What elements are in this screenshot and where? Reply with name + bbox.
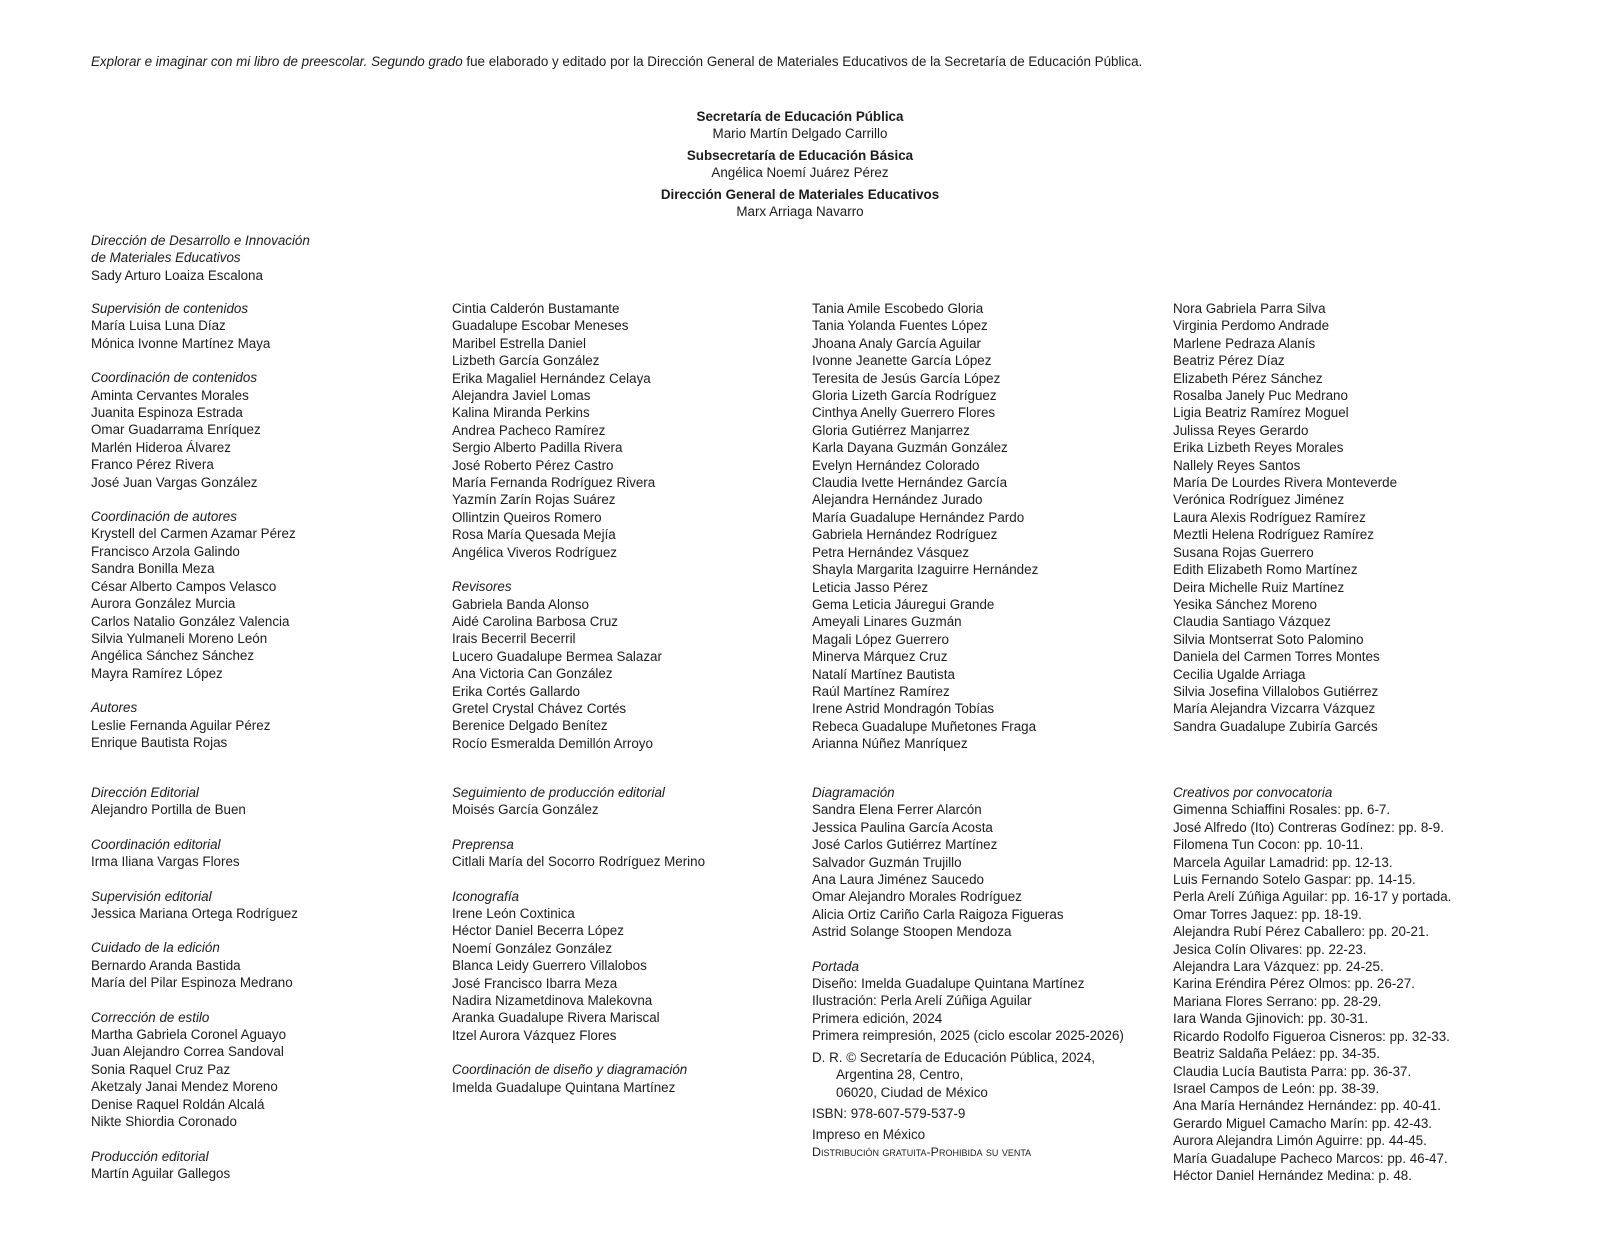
rights-line: D. R. © Secretaría de Educación Pública, 2024,	[812, 1049, 1096, 1065]
credit-name: Alejandro Portilla de Buen	[91, 802, 246, 818]
intro-rest: fue elaborado y editado por la Dirección General de Materiales Educativos de la Secretaría de Educación Pública.	[462, 54, 1143, 69]
credit-group	[812, 958, 1157, 1010]
section-title: Portada	[812, 958, 859, 974]
credit-name: Daniela del Carmen Torres Montes	[1173, 649, 1380, 665]
credit-name: Gema Leticia Jáuregui Grande	[812, 596, 995, 612]
credit-name: Claudia Ivette Hernández García	[812, 475, 1008, 491]
credit-name: Enrique Bautista Rojas	[91, 734, 228, 750]
credit-name: Sonia Raquel Cruz Paz	[91, 1061, 231, 1077]
credit-name: Mariana Flores Serrano: pp. 28-29.	[1173, 993, 1382, 1009]
credit-name: Kalina Miranda Perkins	[452, 405, 590, 421]
credit-name: Alejandra Lara Vázquez: pp. 24-25.	[1173, 959, 1384, 975]
section-title: Coordinación de autores	[91, 509, 237, 525]
credit-name: Beatriz Pérez Díaz	[1173, 353, 1285, 369]
credit-name: Mayra Ramírez López	[91, 665, 223, 681]
section-title: Cuidado de la edición	[91, 940, 220, 956]
section-title: Corrección de estilo	[91, 1009, 210, 1025]
distribution-notice: Distribución gratuita-Prohibida su venta	[812, 1144, 1032, 1159]
credit-name: Aranka Guadalupe Rivera Mariscal	[452, 1010, 660, 1026]
credit-name: Omar Guadarrama Enríquez	[91, 422, 261, 438]
credit-name: Alejandra Hernández Jurado	[812, 492, 983, 508]
section-title: de Materiales Educativos	[91, 250, 241, 266]
credit-name: Imelda Guadalupe Quintana Martínez	[452, 1079, 676, 1095]
credit-name: Ligia Beatriz Ramírez Moguel	[1173, 405, 1349, 421]
credit-name: Gabriela Banda Alonso	[452, 596, 589, 612]
credit-name: Guadalupe Escobar Meneses	[452, 318, 629, 334]
credit-name: Gerardo Miguel Camacho Marín: pp. 42-43.	[1173, 1115, 1433, 1131]
credit-name: Magali López Guerrero	[812, 631, 949, 647]
credit-name: Sady Arturo Loaiza Escalona	[91, 267, 263, 283]
column-1-upper	[91, 300, 436, 751]
section-title: Revisores	[452, 579, 512, 595]
column-3-upper	[812, 300, 1157, 753]
credit-name: José Carlos Gutiérrez Martínez	[812, 837, 998, 853]
credit-name: Martha Gabriela Coronel Aguayo	[91, 1027, 287, 1043]
credit-name: Moisés García González	[452, 802, 599, 818]
credit-name: Leslie Fernanda Aguilar Pérez	[91, 717, 271, 733]
credit-name: María Alejandra Vizcarra Vázquez	[1173, 701, 1376, 717]
credit-name: Sandra Guadalupe Zubiría Garcés	[1173, 718, 1378, 734]
credit-name: Aketzaly Janai Mendez Moreno	[91, 1079, 278, 1095]
credit-name: Shayla Margarita Izaguirre Hernández	[812, 562, 1039, 578]
authority-name: Angélica Noemí Juárez Pérez	[711, 165, 889, 181]
credit-name: Beatriz Saldaña Peláez: pp. 34-35.	[1173, 1046, 1380, 1062]
credit-name: Angélica Viveros Rodríguez	[452, 544, 617, 560]
authority-title: Secretaría de Educación Pública	[696, 109, 904, 124]
edition-line: Primera reimpresión, 2025 (ciclo escolar 2025-2026)	[812, 1028, 1124, 1044]
revisores-list	[452, 596, 797, 753]
credit-name: Irene León Coxtinica	[452, 906, 575, 922]
credit-name: Verónica Rodríguez Jiménez	[1173, 492, 1345, 508]
credit-name: Sandra Elena Ferrer Alarcón	[812, 802, 982, 818]
credit-name: Luis Fernando Sotelo Gaspar: pp. 14-15.	[1173, 872, 1416, 888]
credit-name: Irma Iliana Vargas Flores	[91, 854, 240, 870]
credit-name: Tania Yolanda Fuentes López	[812, 318, 988, 334]
column-2-lower	[452, 784, 797, 1096]
credit-name: Héctor Daniel Becerra López	[452, 923, 624, 939]
credit-name: Franco Pérez Rivera	[91, 457, 214, 473]
credit-name: Gabriela Hernández Rodríguez	[812, 527, 998, 543]
credit-name: Jhoana Analy García Aguilar	[812, 335, 981, 351]
credit-name: César Alberto Campos Velasco	[91, 578, 277, 594]
credit-name: Arianna Núñez Manríquez	[812, 736, 968, 752]
credit-name: Citlali María del Socorro Rodríguez Merino	[452, 854, 706, 870]
credit-name: Rosalba Janely Puc Medrano	[1173, 388, 1348, 404]
credit-name: Aidé Carolina Barbosa Cruz	[452, 613, 618, 629]
credit-name: José Francisco Ibarra Meza	[452, 975, 618, 991]
column-2-upper	[452, 300, 797, 752]
credit-name: Virginia Perdomo Andrade	[1173, 318, 1330, 334]
section-title: Preprensa	[452, 836, 514, 852]
direccion-desarrollo-block	[91, 232, 411, 284]
credit-name: Nikte Shiordia Coronado	[91, 1114, 237, 1130]
credit-name: Nora Gabriela Parra Silva	[1173, 301, 1326, 316]
section-title: Autores	[91, 700, 138, 716]
authority-title: Dirección General de Materiales Educativos	[660, 186, 940, 202]
authority-name: Mario Martín Delgado Carrillo	[712, 126, 888, 142]
credit-name: José Roberto Pérez Castro	[452, 457, 614, 473]
credit-name: Blanca Leidy Guerrero Villalobos	[452, 958, 647, 974]
credit-group	[91, 300, 436, 352]
credit-name: Raúl Martínez Ramírez	[812, 683, 950, 699]
section-title: Dirección de Desarrollo e Innovación	[91, 233, 310, 248]
credit-name: Ricardo Rodolfo Figueroa Cisneros: pp. 32-33.	[1173, 1028, 1450, 1044]
credit-name: Ameyali Linares Guzmán	[812, 614, 962, 630]
credit-name: Erika Cortés Gallardo	[452, 683, 581, 699]
credit-name: Aurora Alejandra Limón Aguirre: pp. 44-45.	[1173, 1133, 1427, 1149]
section-title: Seguimiento de producción editorial	[452, 785, 665, 800]
edition-line: Primera edición, 2024	[812, 1010, 943, 1026]
credit-name: José Juan Vargas González	[91, 474, 258, 490]
credit-name: Juanita Espinoza Estrada	[91, 405, 243, 421]
credit-name: Denise Raquel Roldán Alcalá	[91, 1096, 265, 1112]
credit-name: Elizabeth Pérez Sánchez	[1173, 370, 1323, 386]
section-title: Coordinación editorial	[91, 836, 221, 852]
credit-name: Diseño: Imelda Guadalupe Quintana Martínez	[812, 976, 1085, 992]
credit-group	[91, 888, 436, 923]
credit-name: Claudia Santiago Vázquez	[1173, 614, 1331, 630]
isbn: ISBN: 978-607-579-537-9	[812, 1105, 966, 1121]
credit-name: Evelyn Hernández Colorado	[812, 457, 980, 473]
credit-name: Cinthya Anelly Guerrero Flores	[812, 405, 996, 421]
credit-name: Israel Campos de León: pp. 38-39.	[1173, 1080, 1380, 1096]
credit-name: Sandra Bonilla Meza	[91, 561, 215, 577]
credit-name: Nadira Nizametdinova Malekovna	[452, 993, 653, 1009]
credit-group	[91, 369, 436, 491]
authors-continued-list	[452, 300, 797, 561]
credit-name: Bernardo Aranda Bastida	[91, 957, 241, 973]
credit-name: Sergio Alberto Padilla Rivera	[452, 440, 623, 456]
credit-name: Ilustración: Perla Arelí Zúñiga Aguilar	[812, 993, 1032, 1009]
credit-name: Jessica Paulina García Acosta	[812, 819, 993, 835]
credit-name: Rebeca Guadalupe Muñetones Fraga	[812, 718, 1037, 734]
credit-name: Cecilia Ugalde Arriaga	[1173, 666, 1306, 682]
credit-name: Maribel Estrella Daniel	[452, 335, 586, 351]
credit-name: Ana Laura Jiménez Saucedo	[812, 872, 984, 888]
credit-name: Ollintzin Queiros Romero	[452, 509, 602, 525]
credit-name: Erika Lizbeth Reyes Morales	[1173, 440, 1344, 456]
section-title: Supervisión editorial	[91, 888, 212, 904]
credit-name: Andrea Pacheco Ramírez	[452, 422, 606, 438]
credit-name: Ana María Hernández Hernández: pp. 40-41.	[1173, 1098, 1441, 1114]
credit-group	[452, 784, 797, 819]
authorities-block	[560, 106, 1040, 224]
credit-name: Lucero Guadalupe Bermea Salazar	[452, 648, 662, 664]
credit-name: Omar Torres Jaquez: pp. 18-19.	[1173, 906, 1362, 922]
publication-info	[812, 1010, 1157, 1161]
credit-name: Marcela Aguilar Lamadrid: pp. 12-13.	[1173, 854, 1393, 870]
credit-name: Minerva Márquez Cruz	[812, 649, 948, 665]
credit-name: Cintia Calderón Bustamante	[452, 301, 620, 316]
printed-in: Impreso en México	[812, 1127, 926, 1143]
credit-name: Silvia Yulmaneli Moreno León	[91, 630, 268, 646]
section-title: Producción editorial	[91, 1148, 209, 1164]
credit-group	[91, 508, 436, 682]
credit-group	[91, 784, 436, 819]
credit-name: Aurora González Murcia	[91, 596, 236, 612]
credit-group	[452, 836, 797, 871]
credit-name: José Alfredo (Ito) Contreras Godínez: pp. 8-9.	[1173, 819, 1444, 835]
credit-name: María Fernanda Rodríguez Rivera	[452, 475, 656, 491]
column-4-lower	[1173, 784, 1518, 1184]
credit-name: Julissa Reyes Gerardo	[1173, 422, 1309, 438]
credit-name: Aminta Cervantes Morales	[91, 387, 249, 403]
column-4-upper	[1173, 300, 1518, 735]
credit-name: Marlene Pedraza Alanís	[1173, 335, 1316, 351]
credit-name: María De Lourdes Rivera Monteverde	[1173, 475, 1398, 491]
credit-name: Teresita de Jesús García López	[812, 370, 1001, 386]
section-title: Dirección Editorial	[91, 785, 199, 800]
credit-name: María del Pilar Espinoza Medrano	[91, 975, 293, 991]
credit-group	[91, 939, 436, 991]
credit-name: Meztli Helena Rodríguez Ramírez	[1173, 527, 1374, 543]
section-title: Coordinación de contenidos	[91, 370, 258, 386]
address-line: 06020, Ciudad de México	[836, 1084, 988, 1100]
credit-group	[91, 836, 436, 871]
credit-group	[91, 1009, 436, 1131]
credit-name: Héctor Daniel Hernández Medina: p. 48.	[1173, 1167, 1412, 1183]
credit-name: Jessica Mariana Ortega Rodríguez	[91, 906, 298, 922]
credit-name: Noemí González González	[452, 940, 613, 956]
credit-name: Itzel Aurora Vázquez Flores	[452, 1027, 617, 1043]
credit-name: María Guadalupe Pacheco Marcos: pp. 46-47.	[1173, 1150, 1448, 1166]
creativos-list	[1173, 801, 1518, 1184]
credit-name: Salvador Guzmán Trujillo	[812, 854, 962, 870]
credit-name: Krystell del Carmen Azamar Pérez	[91, 526, 296, 542]
credit-name: Omar Alejandro Morales Rodríguez	[812, 889, 1022, 905]
credit-name: Marlén Hideroa Álvarez	[91, 439, 231, 455]
credit-name: Mónica Ivonne Martínez Maya	[91, 335, 271, 351]
column-1-lower	[91, 784, 436, 1182]
credit-name: Gloria Lizeth García Rodríguez	[812, 388, 997, 404]
credit-name: Claudia Lucía Bautista Parra: pp. 36-37.	[1173, 1063, 1412, 1079]
section-title: Creativos por convocatoria	[1173, 785, 1333, 800]
credit-name: Tania Amile Escobedo Gloria	[812, 301, 984, 316]
credit-name: Deira Michelle Ruiz Martínez	[1173, 579, 1345, 595]
section-title: Supervisión de contenidos	[91, 301, 249, 316]
section-title: Coordinación de diseño y diagramación	[452, 1062, 688, 1078]
credit-name: Natalí Martínez Bautista	[812, 666, 955, 682]
authority-name: Marx Arriaga Navarro	[736, 204, 864, 220]
credit-name: Yesika Sánchez Moreno	[1173, 596, 1317, 612]
section-title: Iconografía	[452, 888, 519, 904]
credit-name: Alicia Ortiz Cariño Carla Raigoza Figueras	[812, 906, 1064, 922]
credit-name: Erika Magaliel Hernández Celaya	[452, 370, 651, 386]
credit-group	[452, 888, 797, 1045]
credit-name: Susana Rojas Guerrero	[1173, 544, 1314, 560]
credit-name: Ana Victoria Can González	[452, 666, 613, 682]
credit-group	[91, 1148, 436, 1183]
credit-name: Alejandra Javiel Lomas	[452, 388, 591, 404]
credit-name: Silvia Montserrat Soto Palomino	[1173, 631, 1364, 647]
credit-name: Berenice Delgado Benítez	[452, 718, 608, 734]
credit-name: Astrid Solange Stoopen Mendoza	[812, 924, 1012, 940]
credit-name: Gretel Crystal Chávez Cortés	[452, 700, 627, 716]
credit-name: Gloria Gutiérrez Manjarrez	[812, 422, 970, 438]
credit-group	[91, 699, 436, 751]
credit-name: Alejandra Rubí Pérez Caballero: pp. 20-21.	[1173, 924, 1430, 940]
credit-name: Yazmín Zarín Rojas Suárez	[452, 492, 616, 508]
credit-name: Nallely Reyes Santos	[1173, 457, 1301, 473]
credit-name: Angélica Sánchez Sánchez	[91, 648, 255, 664]
credit-name: Silvia Josefina Villalobos Gutiérrez	[1173, 683, 1379, 699]
credit-name: Lizbeth García González	[452, 353, 600, 369]
credit-name: Edith Elizabeth Romo Martínez	[1173, 562, 1358, 578]
authority-title: Subsecretaría de Educación Básica	[686, 147, 914, 163]
credit-name: Leticia Jasso Pérez	[812, 579, 929, 595]
credit-name: Karina Eréndira Pérez Olmos: pp. 26-27.	[1173, 976, 1415, 992]
credit-name: Rosa María Quesada Mejía	[452, 527, 616, 543]
credit-name: Filomena Tun Cocon: pp. 10-11.	[1173, 837, 1364, 853]
credit-name: Petra Hernández Vásquez	[812, 544, 970, 560]
credit-name: María Luisa Luna Díaz	[91, 318, 226, 334]
address-line: Argentina 28, Centro,	[836, 1067, 964, 1083]
credit-group	[452, 1061, 797, 1096]
credit-name: Laura Alexis Rodríguez Ramírez	[1173, 509, 1366, 525]
credit-name: Carlos Natalio González Valencia	[91, 613, 290, 629]
column-3-lower	[812, 784, 1157, 1161]
credit-name: Perla Arelí Zúñiga Aguilar: pp. 16-17 y portada.	[1173, 889, 1452, 905]
credit-name: Irene Astrid Mondragón Tobías	[812, 701, 995, 717]
credit-name: Jesica Colín Olivares: pp. 22-23.	[1173, 941, 1367, 957]
credit-name: Irais Becerril Becerril	[452, 631, 576, 647]
credit-name: María Guadalupe Hernández Pardo	[812, 509, 1025, 525]
credit-name: Francisco Arzola Galindo	[91, 543, 240, 559]
credit-name: Gimenna Schiaffini Rosales: pp. 6-7.	[1173, 802, 1391, 818]
section-title: Diagramación	[812, 785, 895, 800]
intro-statement	[91, 53, 1511, 70]
credit-name: Iara Wanda Gjinovich: pp. 30-31.	[1173, 1011, 1369, 1027]
credit-name: Juan Alejandro Correa Sandoval	[91, 1044, 284, 1060]
credit-name: Martín Aguilar Gallegos	[91, 1165, 231, 1181]
credit-name: Rocío Esmeralda Demillón Arroyo	[452, 735, 653, 751]
book-title: Explorar e imaginar con mi libro de preescolar. Segundo grado	[91, 54, 463, 69]
credit-group	[812, 784, 1157, 941]
credit-name: Ivonne Jeanette García López	[812, 353, 992, 369]
credit-name: Karla Dayana Guzmán González	[812, 440, 1008, 456]
